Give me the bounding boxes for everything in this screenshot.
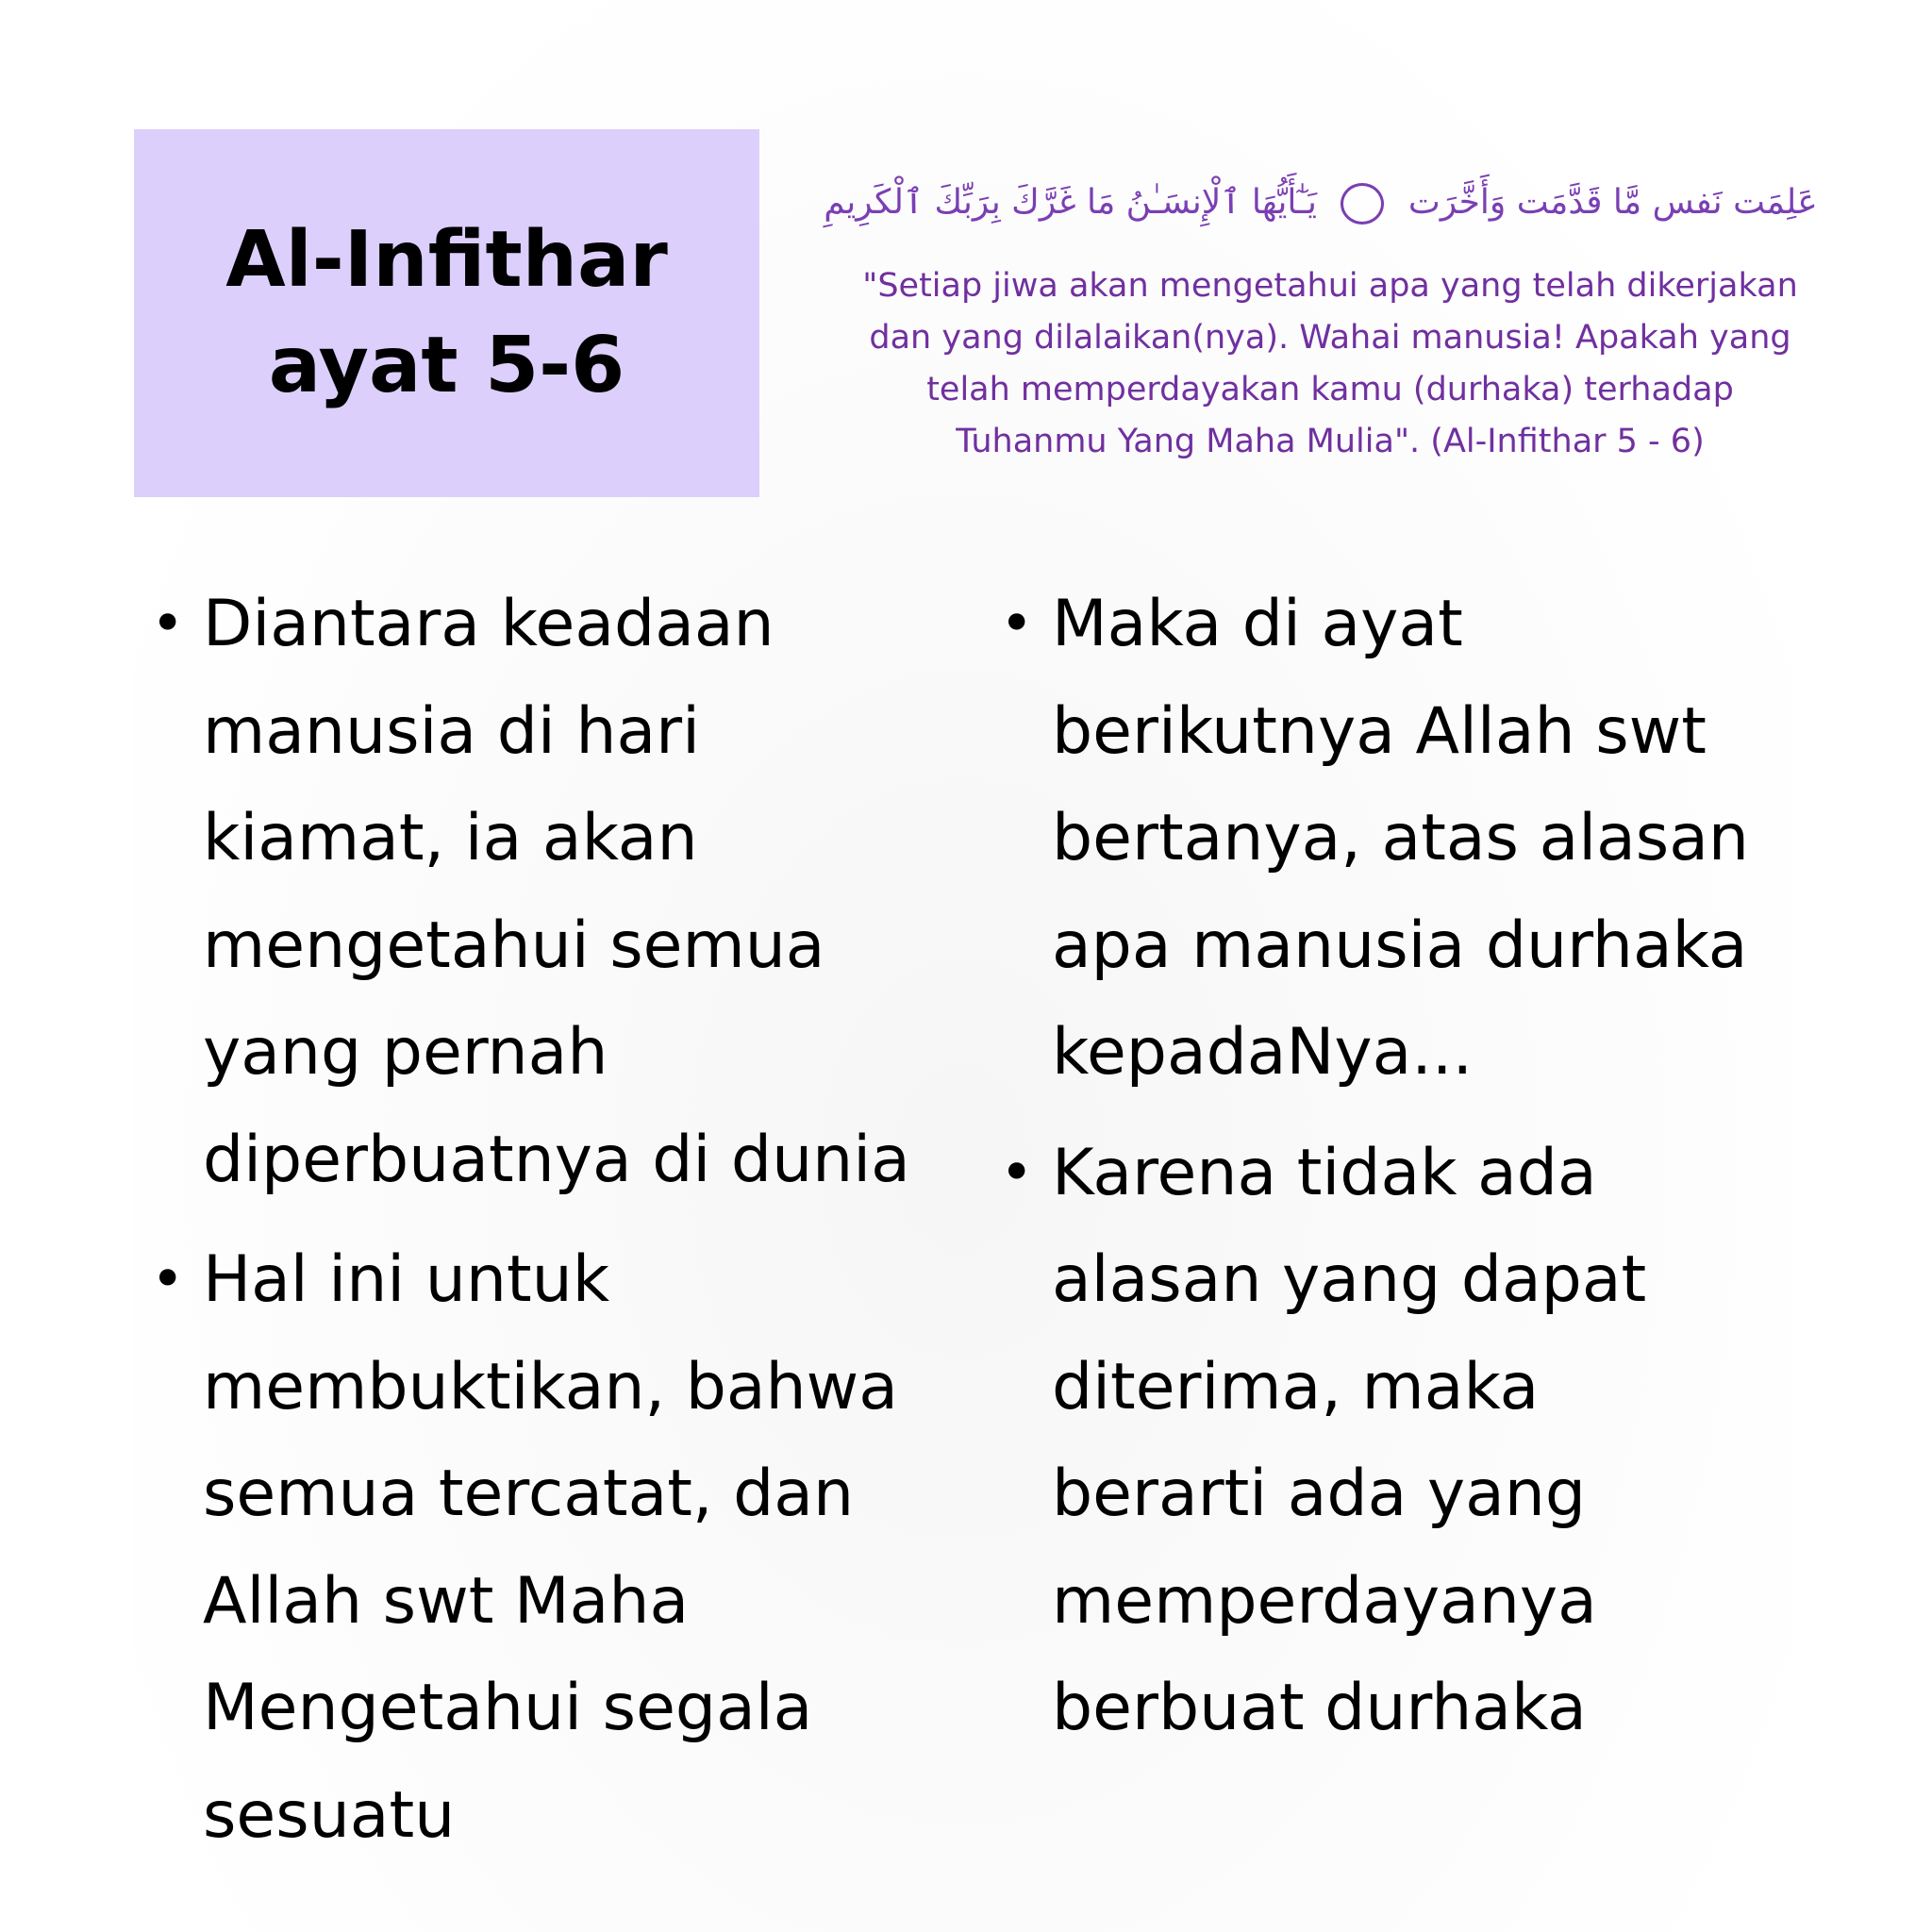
bullet-line: Mengetahui segala xyxy=(203,1671,813,1745)
translation-line: telah memperdayakan kamu (durhaka) terhadap xyxy=(926,371,1734,408)
bullet-line: kiamat, ia akan xyxy=(203,801,698,875)
bullet-line: Karena tidak ada xyxy=(1052,1135,1597,1210)
arabic-verse xyxy=(811,170,1830,236)
bullet-item xyxy=(151,571,962,1213)
right-bullet-column xyxy=(1000,571,1811,1775)
translation-line: Tuhanmu Yang Maha Mulia". (Al-Infithar 5 - 6) xyxy=(956,423,1705,460)
bullet-line: diperbuatnya di dunia xyxy=(203,1122,910,1197)
bullet-line: diterima, maka xyxy=(1052,1349,1540,1424)
bullet-line: semua tercatat, dan xyxy=(203,1457,855,1531)
bullet-icon: • xyxy=(1000,1139,1034,1206)
bullet-line: membuktikan, bahwa xyxy=(203,1349,898,1424)
bullet-line: Diantara keadaan xyxy=(203,587,774,661)
title-line-2: ayat 5-6 xyxy=(268,321,625,410)
bullet-icon: • xyxy=(151,1246,185,1312)
bullet-line: alasan yang dapat xyxy=(1052,1242,1647,1317)
bullet-item xyxy=(1000,571,1811,1107)
translation-line: "Setiap jiwa akan mengetahui apa yang telah dikerjakan xyxy=(862,267,1798,305)
bullet-line: kepadaNya... xyxy=(1052,1015,1474,1090)
verse-end-marker-icon xyxy=(1341,183,1384,225)
title-box xyxy=(134,129,759,497)
bullet-icon: • xyxy=(151,591,185,657)
bullet-line: Hal ini untuk xyxy=(203,1242,610,1317)
arabic-verse-part-2: يَـٰٓأَيُّهَا ٱلْإِنسَـٰنُ مَا غَرَّكَ بِرَبِّكَ ٱلْكَرِيمِ xyxy=(824,183,1317,222)
bullet-line: berbuat durhaka xyxy=(1052,1671,1587,1745)
translation-line: dan yang dilalaikan(nya). Wahai manusia! Apakah yang xyxy=(869,319,1791,357)
bullet-item xyxy=(151,1226,962,1869)
bullet-line: apa manusia durhaka xyxy=(1052,908,1748,983)
bullet-line: Allah swt Maha xyxy=(203,1563,690,1639)
bullet-line: sesuatu xyxy=(203,1777,456,1853)
bullet-line: Maka di ayat xyxy=(1052,587,1463,661)
bullet-line: memperdayanya xyxy=(1052,1563,1597,1639)
bullet-line: yang pernah xyxy=(203,1015,608,1090)
bullet-icon: • xyxy=(1000,591,1034,657)
bullet-line: berikutnya Allah swt xyxy=(1052,693,1707,769)
title-line-1: Al-Infithar xyxy=(225,215,668,305)
bullet-line: manusia di hari xyxy=(203,693,700,769)
bullet-line: mengetahui semua xyxy=(203,908,825,983)
verse-translation xyxy=(821,260,1840,468)
bullet-item xyxy=(1000,1120,1811,1762)
bullet-line: berarti ada yang xyxy=(1052,1457,1587,1531)
bullet-line: bertanya, atas alasan xyxy=(1052,801,1750,875)
left-bullet-column xyxy=(151,571,962,1882)
arabic-verse-part-1: عَلِمَت نَفس مَّا قَدَّمَت وَأَخَّرَت xyxy=(1407,183,1818,222)
